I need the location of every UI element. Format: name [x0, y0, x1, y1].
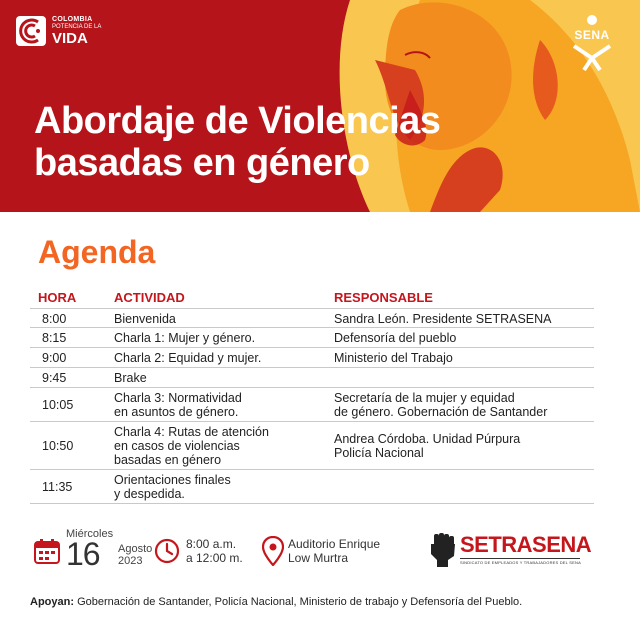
row-actividad — [114, 312, 334, 326]
actividad-line: basadas en género — [114, 453, 222, 467]
actividad-line: Charla 4: Rutas de atención — [114, 425, 269, 439]
raised-fist-icon — [428, 532, 458, 568]
responsable-line: Secretaría de la mujer y equidad — [334, 391, 515, 405]
setrasena-name: SETRASENA — [460, 532, 592, 557]
table-row — [30, 308, 594, 328]
sena-logo-text: SENA — [574, 28, 610, 42]
colombia-logo-line3: VIDA — [52, 30, 88, 47]
event-place — [288, 537, 380, 565]
row-responsable — [334, 312, 594, 326]
row-responsable — [334, 331, 594, 345]
column-header-responsable: RESPONSABLE — [334, 290, 433, 305]
row-responsable — [334, 351, 594, 365]
event-place-line1: Auditorio Enrique — [288, 537, 381, 551]
actividad-line: Orientaciones finales — [114, 473, 231, 487]
actividad-line: Charla 1: Mujer y género. — [114, 331, 256, 345]
calendar-icon — [34, 538, 60, 564]
responsable-line: Policía Nacional — [334, 446, 424, 460]
support-line — [30, 596, 522, 608]
responsable-line: Sandra León. Presidente SETRASENA — [334, 312, 552, 326]
row-hora: 10:05 — [42, 398, 74, 412]
support-label: Apoyan: — [30, 596, 74, 608]
actividad-line: Bienvenida — [114, 312, 176, 326]
setrasena-logo — [428, 530, 592, 574]
table-row — [30, 348, 594, 368]
column-header-actividad: ACTIVIDAD — [114, 290, 185, 305]
setrasena-subtitle: SINDICATO DE EMPLEADOS Y TRABAJADORES DEL SENA — [460, 560, 581, 565]
event-time-end: a 12:00 m. — [186, 551, 243, 565]
support-text: Gobernación de Santander, Policía Nacional, Ministerio de trabajo y Defensoría del Pueblo. — [77, 596, 523, 608]
agenda-table — [30, 308, 594, 504]
actividad-line: Charla 3: Normatividad — [114, 391, 242, 405]
header-banner — [0, 0, 640, 212]
table-row — [30, 368, 594, 388]
event-time-start: 8:00 a.m. — [186, 537, 237, 551]
row-actividad — [114, 391, 334, 419]
actividad-line: en asuntos de género. — [114, 405, 239, 419]
colombia-logo-line1: COLOMBIA — [52, 16, 93, 23]
row-responsable — [334, 391, 594, 419]
row-hora: 8:00 — [42, 312, 67, 326]
responsable-line: Defensoría del pueblo — [334, 331, 457, 345]
column-header-hora: HORA — [38, 290, 77, 305]
sena-figure-icon — [562, 14, 622, 72]
event-time — [186, 537, 243, 565]
event-month-year — [118, 543, 152, 567]
colombia-potencia-logo — [16, 16, 101, 46]
sena-logo — [562, 14, 622, 72]
table-row — [30, 328, 594, 348]
row-actividad — [114, 371, 334, 385]
row-hora: 9:45 — [42, 371, 67, 385]
location-pin-icon — [262, 536, 284, 566]
actividad-line: y despedida. — [114, 487, 185, 501]
table-row — [30, 388, 594, 422]
row-actividad — [114, 331, 334, 345]
title-line-2: basadas en género — [34, 142, 370, 184]
row-hora: 10:50 — [42, 439, 74, 453]
row-actividad — [114, 473, 334, 501]
title-line-1: Abordaje de Violencias — [34, 100, 441, 142]
agenda-heading: Agenda — [38, 234, 156, 270]
event-day-of-week: Miércoles — [66, 528, 114, 540]
clock-icon — [154, 538, 180, 564]
table-row — [30, 470, 594, 504]
row-actividad — [114, 425, 334, 467]
responsable-line: Ministerio del Trabajo — [334, 351, 453, 365]
responsable-line: Andrea Córdoba. Unidad Púrpura — [334, 432, 521, 446]
event-day: 16 — [66, 536, 100, 572]
row-responsable — [334, 432, 594, 460]
actividad-line: en casos de violencias — [114, 439, 240, 453]
colombia-logo-line2: POTENCIA DE LA — [52, 24, 102, 30]
event-month: Agosto — [118, 543, 153, 555]
row-actividad — [114, 351, 334, 365]
colombia-mark-icon — [16, 16, 46, 46]
setrasena-divider — [460, 558, 580, 559]
row-hora: 8:15 — [42, 331, 67, 345]
table-row — [30, 422, 594, 470]
actividad-line: Charla 2: Equidad y mujer. — [114, 351, 262, 365]
row-hora: 11:35 — [42, 480, 73, 494]
page-title — [34, 100, 440, 184]
actividad-line: Brake — [114, 371, 147, 385]
responsable-line: de género. Gobernación de Santander — [334, 405, 548, 419]
event-year: 2023 — [118, 555, 143, 567]
row-hora: 9:00 — [42, 351, 67, 365]
event-place-line2: Low Murtra — [288, 551, 349, 565]
